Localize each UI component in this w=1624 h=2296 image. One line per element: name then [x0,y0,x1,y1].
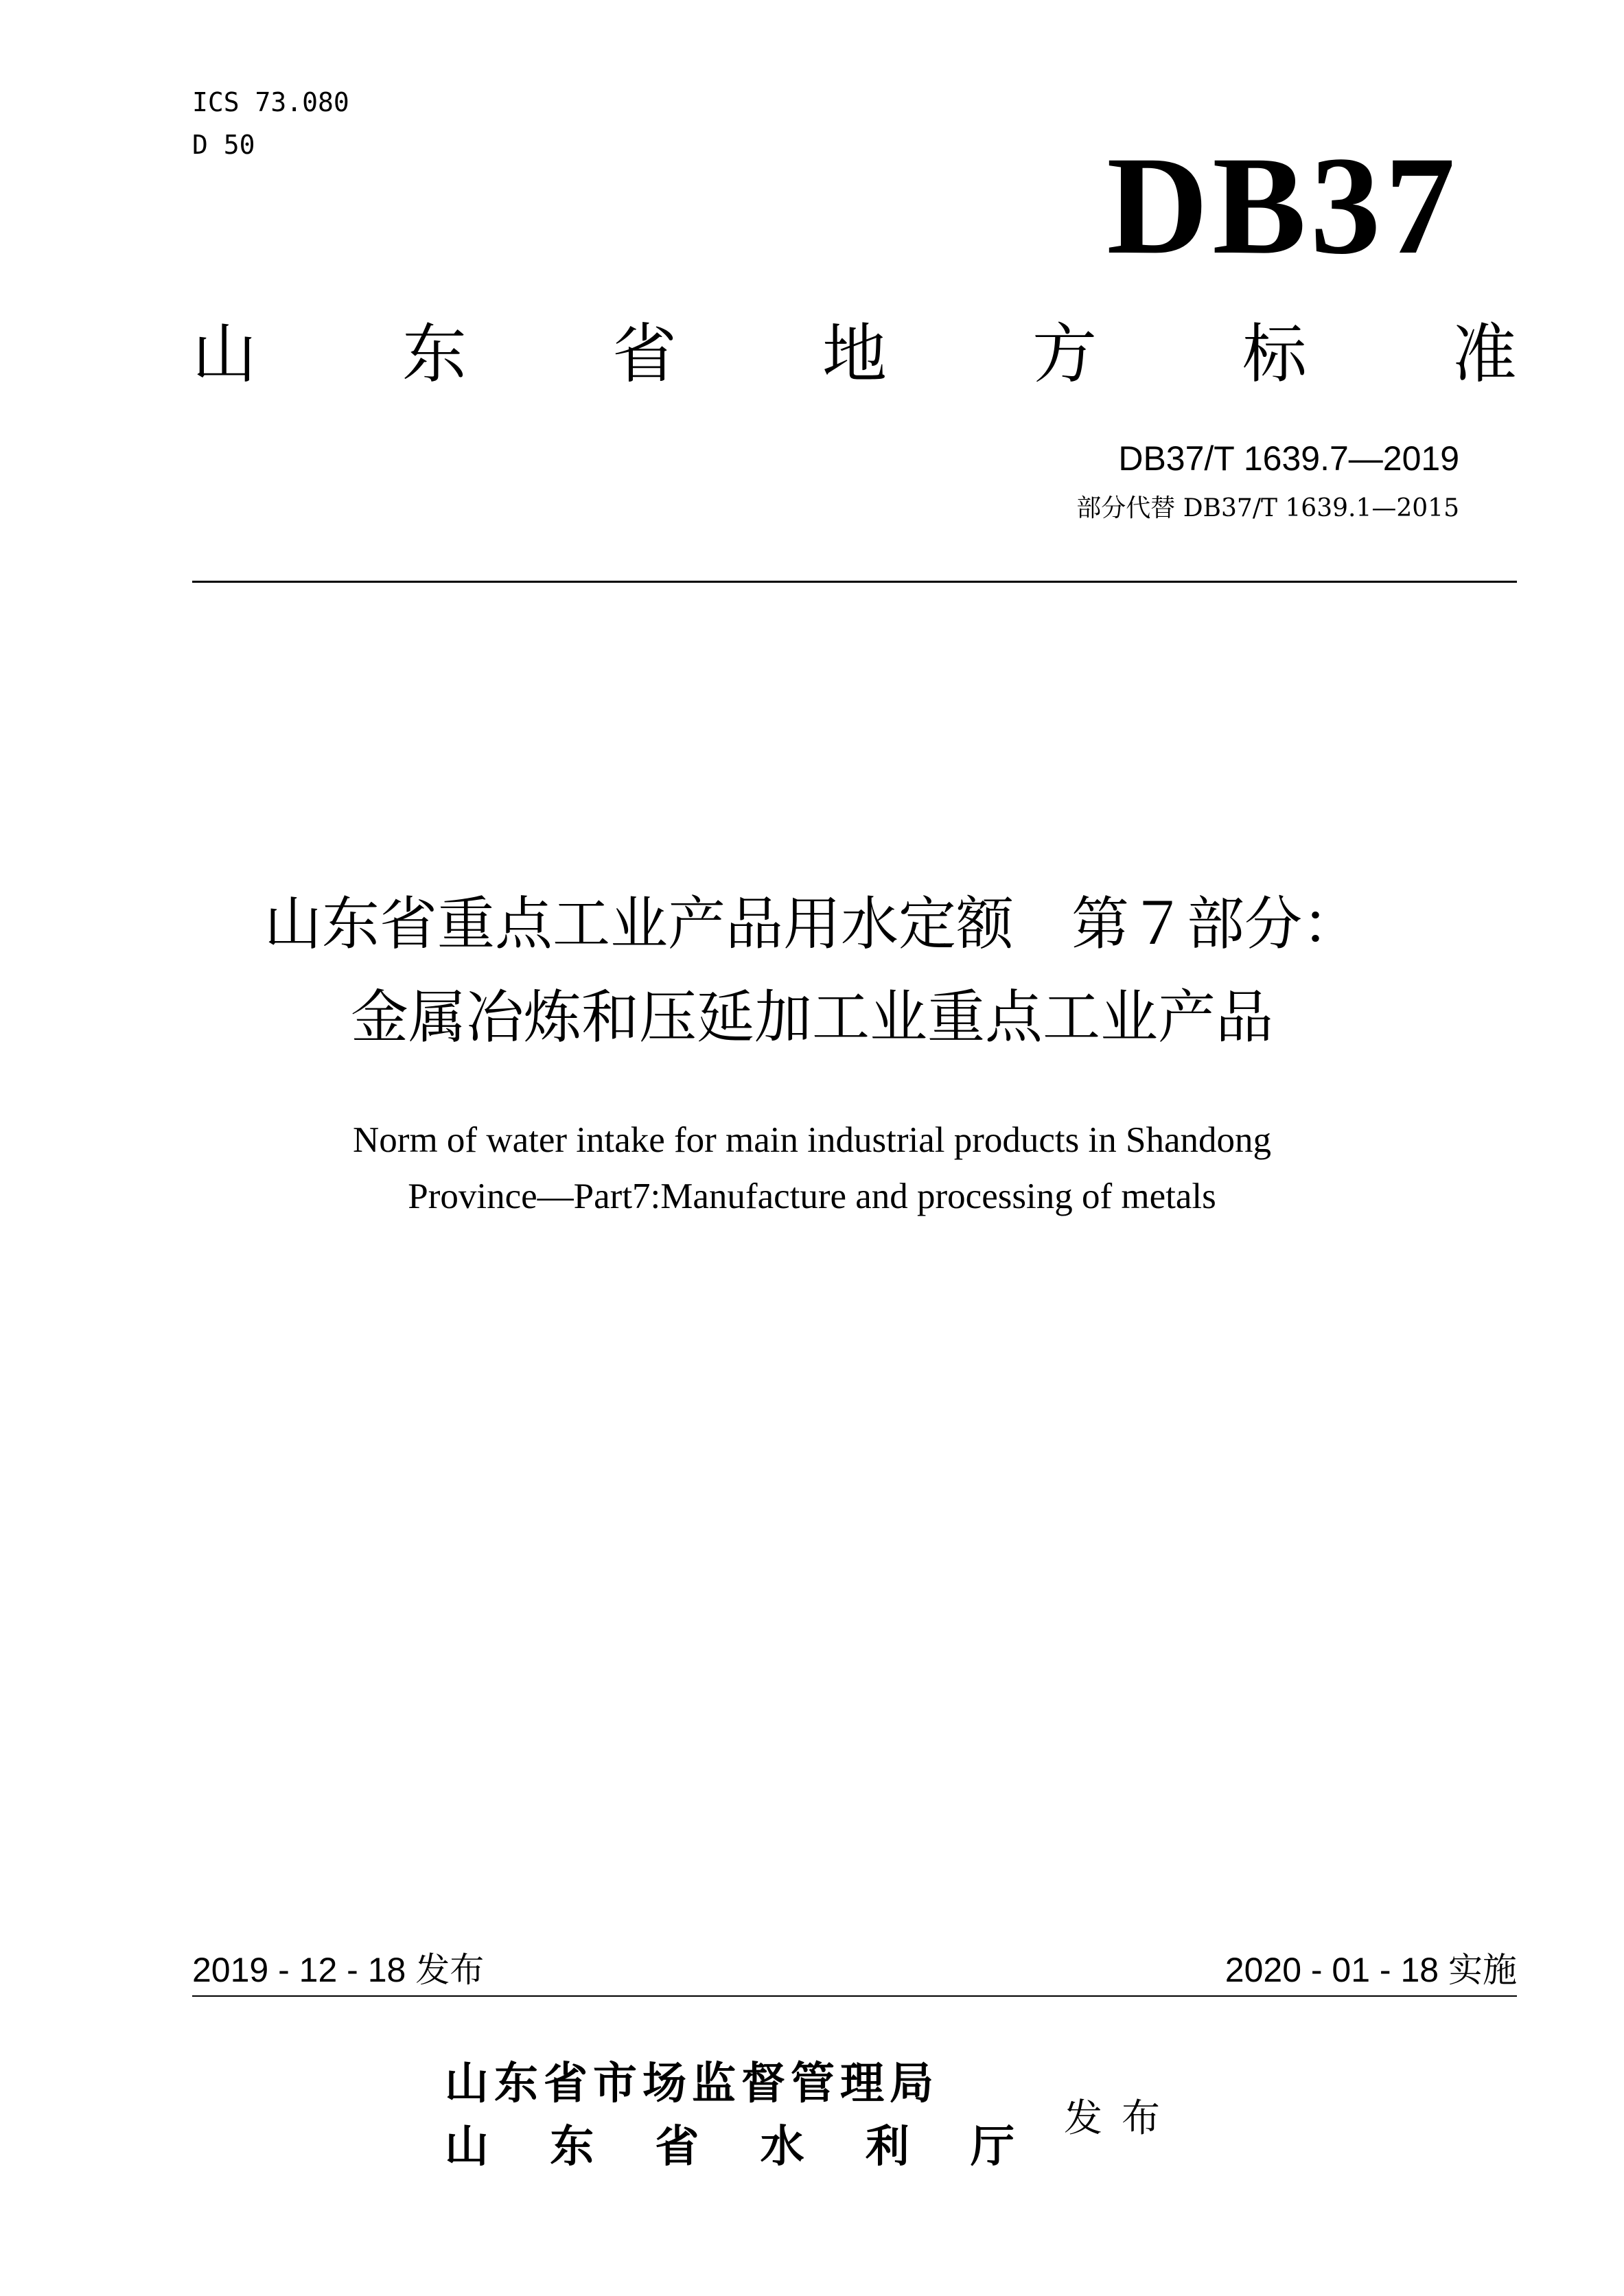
issuing-authorities [445,2052,1014,2179]
standard-type-char: 省 [612,317,677,392]
standard-number: DB37/T 1639.7—2019 [1118,439,1459,478]
standard-type-heading [192,317,1517,393]
title-chinese-line-2: 金属冶炼和压延加工业重点工业产品 [350,984,1273,1051]
top-divider [192,581,1517,583]
standard-type-char: 方 [1032,317,1097,392]
ccs-code: D 50 [192,130,255,160]
standard-type-char: 标 [1242,317,1307,392]
issuer-char: 厅 [970,2122,1014,2172]
issuer-market-regulation: 山东省市场监督管理局 [445,2059,939,2109]
standard-type-char: 地 [822,317,887,392]
standard-type-char: 东 [402,317,467,392]
issue-date: 2019 - 12 - 18 发布 [192,1951,485,1989]
title-english [124,1112,1500,1225]
title-chinese [124,877,1500,1064]
issuer-char: 水 [760,2122,804,2172]
ics-code: ICS 73.080 [192,87,349,117]
issuer-char: 东 [550,2122,594,2172]
bottom-divider [192,1995,1517,1997]
issuer-char: 省 [655,2122,699,2172]
issuer-char: 利 [865,2122,909,2172]
issuer-water-resources [445,2115,1014,2179]
standard-type-char: 准 [1452,317,1517,392]
issue-word: 发布 [1064,2096,1179,2141]
title-english-line-1: Norm of water intake for main industrial products in Shandong [353,1120,1271,1160]
title-english-line-2: Province—Part7:Manufacture and processing of metals [408,1176,1216,1216]
classification-codes [192,81,349,166]
replaces-note: 部分代替 DB37/T 1639.1—2015 [1076,494,1459,522]
implementation-date: 2020 - 01 - 18 实施 [1225,1951,1517,1989]
standard-mark: DB37 [1106,128,1459,283]
issuer-char: 山 [445,2122,489,2172]
standard-type-char: 山 [192,317,257,392]
title-chinese-line-1: 山东省重点工业产品用水定额 第７部分： [264,890,1360,958]
